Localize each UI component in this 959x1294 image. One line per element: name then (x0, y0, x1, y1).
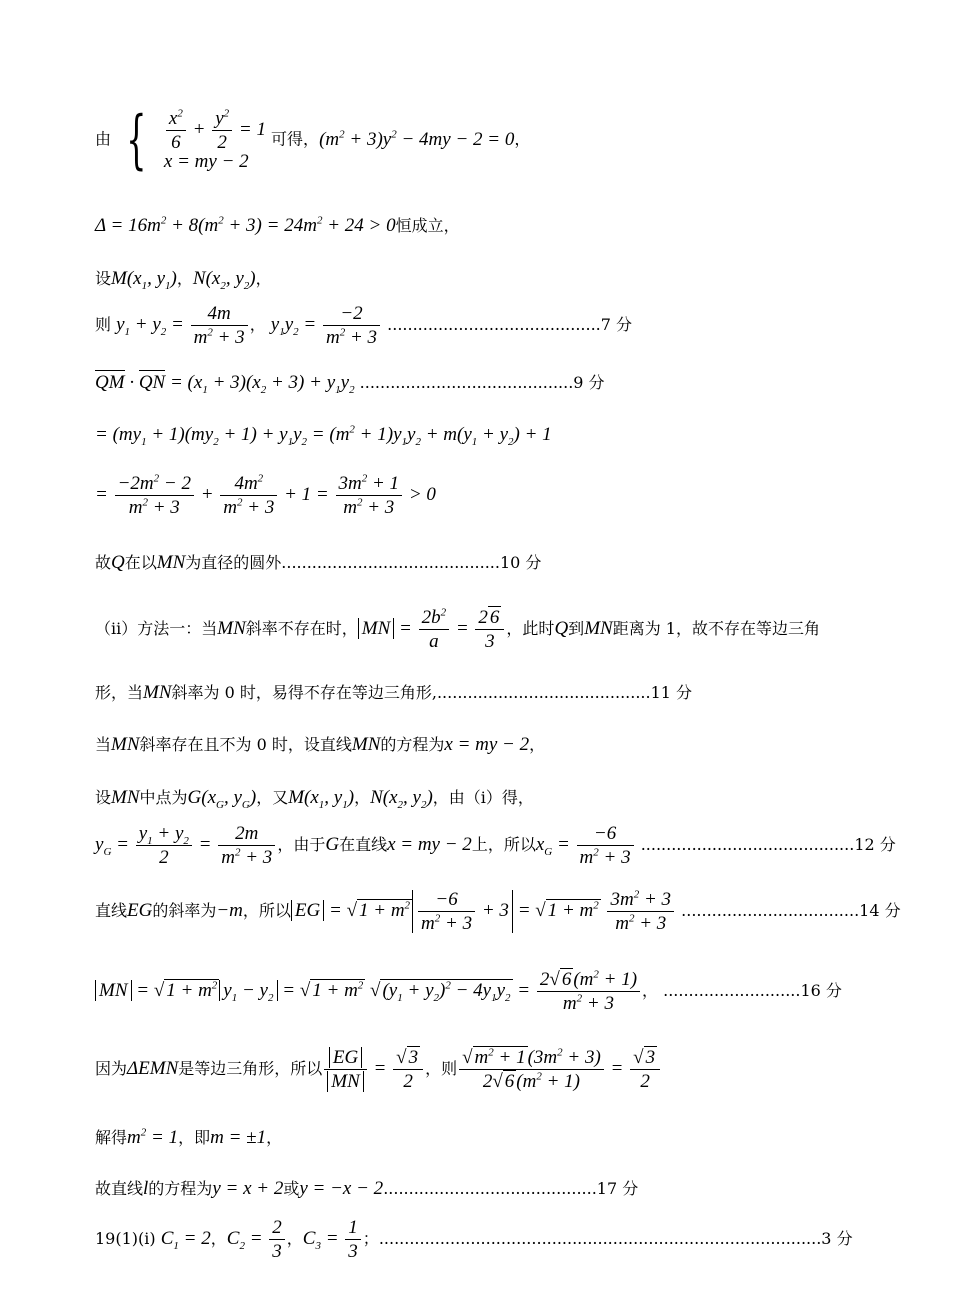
score: 7 分 (600, 314, 633, 334)
text-line: $y_G$ = $\frac{y_1 + y_2}{2}$ = $\frac{2m}{m^2 + 3}$ ，由于G在直线x = my − 2上，所以$x_G$ = $\frac{-6}{m^2 + 3}$ ..........................................12 分 (95, 823, 896, 868)
text-line: 则 $y_1 + y_2$ = $\frac{4m}{m^2 + 3}$ ， $y_1y_2$ = $\frac{-2}{m^2 + 3}$ ..........................................7 分 (95, 303, 633, 348)
text-line: $\Delta = 16m^2 + 8(m^2 + 3) = 24m^2 + 24 > 0$恒成立， (95, 214, 460, 236)
text-line: 19(1)(i) $C_1 = 2$，$C_2$ = $\frac{2}{3}$ ，$C_3$ = $\frac{1}{3}$ ；.......................................................................................3 分 (95, 1217, 853, 1262)
text-line: 由 { $\frac{x^2}{6}$ + $\frac{y^2}{2}$ = 1 x = my − 2 可得，$(m^2 + 3)y^2 - 4my - 2 = 0$， (95, 103, 531, 177)
text-line: 设$M(x_1$, $y_1$)，$N(x_2$, $y_2$)， (95, 268, 272, 292)
text-line: 直线EG的斜率为−m，所以 EG = √ $1 + m^2$ $\frac{-6}{m^2 + 3}$ + 3 = √ $1 + m^2$ $\frac{3m^2 + 3}{m^2 + 3}$ ...................................14 分 (95, 888, 901, 934)
text-line: MN = √ $1 + m^2$ $y_1 - y_2$ = √ $1 + m^2$ √ $(y_1 + y_2)^2 - 4y_1y_2$ = $\frac{2√ 6 (m^2 + 1)}{m^2 + 3}$ ， ...........................16 分 (95, 970, 842, 1013)
score: 3 分 (821, 1228, 853, 1248)
score: 10 分 (499, 553, 542, 572)
score: 17 分 (596, 1179, 639, 1198)
text-line: = $(my_1 + 1)(my_2 + 1) + y_1y_2 = (m^2 + 1)y_1y_2 + m(y_1 + y_2) + 1$ (95, 423, 552, 448)
text-line: 形，当MN斜率为 0 时，易得不存在等边三角形,..........................................11 分 (95, 682, 693, 703)
text-line: 当MN斜率存在且不为 0 时，设直线MN的方程为x = my − 2， (95, 734, 546, 755)
text-line: = $\frac{-2m^2 - 2}{m^2 + 3}$ + $\frac{4m^2}{m^2 + 3}$ + 1 = $\frac{3m^2 + 1}{m^2 + 3}$ > 0 (95, 472, 436, 518)
text-line: 故Q在以MN为直径的圆外...........................................10 分 (95, 552, 542, 573)
text-line: 解得$m^2 = 1$，即m = ±1， (95, 1126, 283, 1148)
text-line: 因为ΔEMN是等边三角形，所以 $\frac{EG}{MN}$ = $\frac{√ 3}{2}$ ，则 $\frac{√ m^2 + 1 (3m^2 + 3)}{2√ 6 (m^2 + 1)}$ = $\frac{√ 3}{2}$ (95, 1048, 662, 1091)
text-line: （ii）方法一：当MN斜率不存在时， MN = $\frac{2b^2}{a}$ = $\frac{2 6}{3}$ ，此时Q到MN距离为 1，故不存在等边三角 (95, 606, 820, 652)
text-line: QM · QN = $(x_1 + 3)(x_2 + 3) + y_1y_2$ ..........................................9 分 (95, 372, 605, 396)
text-line: 设MN中点为$G(x_G$, $y_G$)，又$M(x_1$, $y_1$)，$N(x_2$, $y_2$)，由（i）得， (95, 787, 534, 811)
score: 14 分 (859, 900, 901, 920)
score: 16 分 (800, 980, 842, 1000)
score: 12 分 (854, 834, 896, 854)
score: 9 分 (573, 373, 605, 392)
score: 11 分 (650, 683, 693, 702)
text-line: 故直线l的方程为y = x + 2或y = −x − 2..........................................17 分 (95, 1178, 639, 1199)
